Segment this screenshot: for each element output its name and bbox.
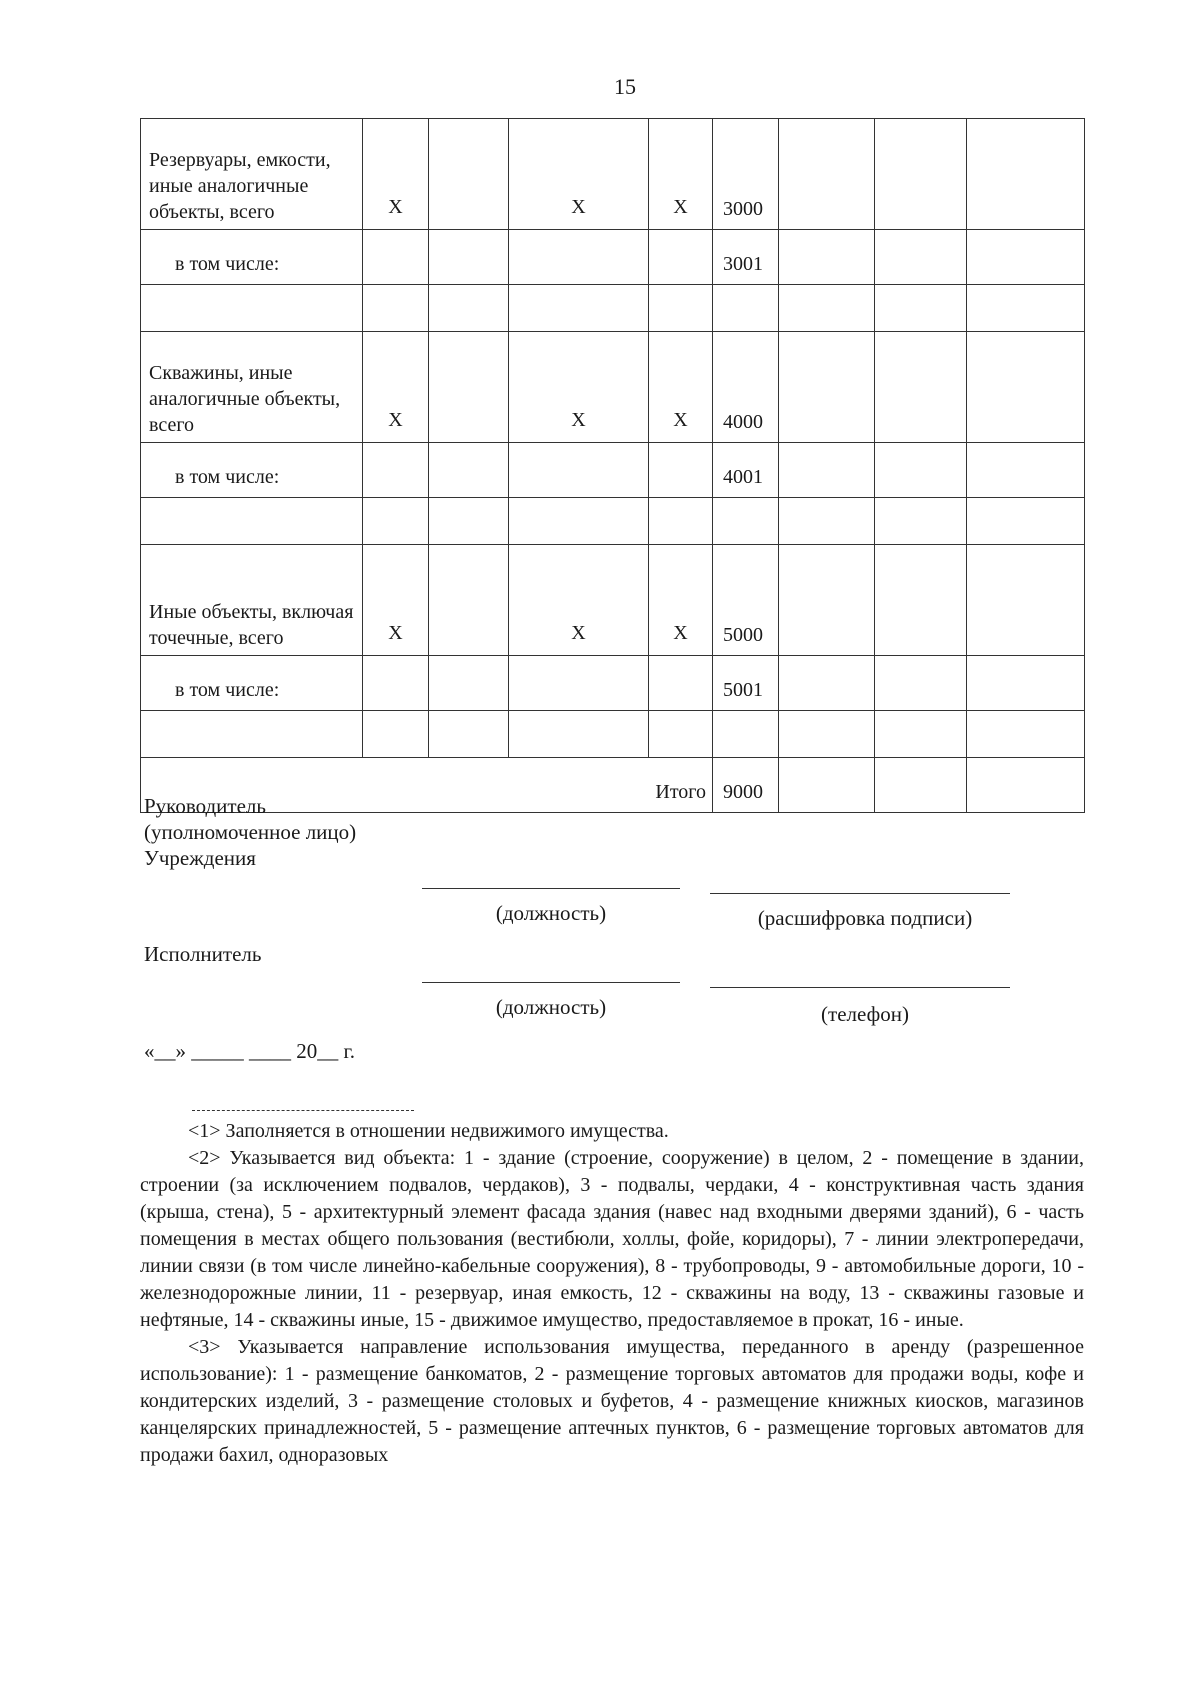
property-table [140, 118, 1085, 813]
row-code: 4000 [713, 332, 779, 443]
x-mark: X [363, 119, 429, 230]
phone-caption: (телефон) [821, 1002, 909, 1026]
footnote-2: <2> Указывается вид объекта: 1 - здание (строение, сооружение) в целом, 2 - помещение в здании, строении (за исключением подвалов, чердаков), 3 - подвалы, чердаки, 4 - конструктивная часть здания (крыша, стена), 5 - архитектурный элемент фасада здания (навес над входными дверями зданий), 6 - часть помещения в местах общего пользования (вестибюли, холлы, фойе, коридоры), 7 - линии электропередачи, линии связи (в том числе линейно-кабельные сооружения), 8 - трубопроводы, 9 - автомобильные дороги, 10 - железнодорожные линии, 11 - резервуар, иная емкость, 12 - скважины на воду, 13 - скважины газовые и нефтяные, 14 - скважины иные, 15 - движимое имущество, предоставляемое в прокат, 16 - иные. [140, 1147, 1084, 1331]
footnote-1: <1> Заполняется в отношении недвижимого имущества. [188, 1120, 669, 1142]
footnote-divider [192, 1110, 414, 1111]
x-mark: X [649, 119, 713, 230]
x-mark: X [649, 545, 713, 656]
executor-label: Исполнитель [144, 942, 262, 966]
table-row-reservoirs [141, 119, 1085, 230]
row-code: 3000 [713, 119, 779, 230]
row-sublabel: в том числе: [141, 230, 363, 285]
table-row-empty [141, 498, 1085, 545]
decoding-signature-line [710, 893, 1010, 894]
head-signature-label [144, 793, 356, 871]
row-title: Иные объекты, включая точечные, всего [141, 545, 363, 656]
phone-line [710, 987, 1010, 988]
head-line-1: Руководитель [144, 794, 266, 818]
row-title: Скважины, иные аналогичные объекты, всего [141, 332, 363, 443]
table-row-reservoirs-sub [141, 230, 1085, 285]
head-line-3: Учреждения [144, 846, 256, 870]
row-code: 3001 [713, 230, 779, 285]
page-number: 15 [614, 74, 636, 99]
total-label: Итого [141, 758, 713, 813]
table-row-other-objects-sub [141, 656, 1085, 711]
table-row-wells [141, 332, 1085, 443]
date-line: «__» _____ ____ 20__ г. [144, 1039, 355, 1063]
table-row-empty [141, 285, 1085, 332]
head-line-2: (уполномоченное лицо) [144, 820, 357, 844]
x-mark: X [363, 545, 429, 656]
x-mark: X [363, 332, 429, 443]
x-mark: X [649, 332, 713, 443]
x-mark: X [509, 119, 649, 230]
footnotes [140, 1118, 1084, 1469]
executor-position-line [422, 982, 680, 983]
footnote-3: <3> Указывается направление использования имущества, переданного в аренду (разрешенное использование): 1 - размещение банкоматов, 2 - размещение торговых автоматов для продажи воды, кофе и кондитерских изделий, 3 - размещение столовых и буфетов, 4 - размещение книжных киосков, магазинов канцелярских принадлежностей, 5 - размещение аптечных пунктов, 6 - размещение торговых автоматов для продажи бахил, одноразовых [140, 1336, 1084, 1466]
row-sublabel: в том числе: [141, 443, 363, 498]
table-row-wells-sub [141, 443, 1085, 498]
row-title: Резервуары, емкости, иные аналогичные объекты, всего [141, 119, 363, 230]
x-mark: X [509, 545, 649, 656]
total-code: 9000 [713, 758, 779, 813]
table-row-other-objects [141, 545, 1085, 656]
row-code: 5001 [713, 656, 779, 711]
decoding-caption: (расшифровка подписи) [757, 906, 973, 930]
position-signature-line [422, 888, 680, 889]
table-row-empty [141, 711, 1085, 758]
executor-position-caption: (должность) [495, 995, 607, 1019]
row-code: 4001 [713, 443, 779, 498]
row-sublabel: в том числе: [141, 656, 363, 711]
row-code: 5000 [713, 545, 779, 656]
x-mark: X [509, 332, 649, 443]
position-caption: (должность) [495, 901, 607, 925]
